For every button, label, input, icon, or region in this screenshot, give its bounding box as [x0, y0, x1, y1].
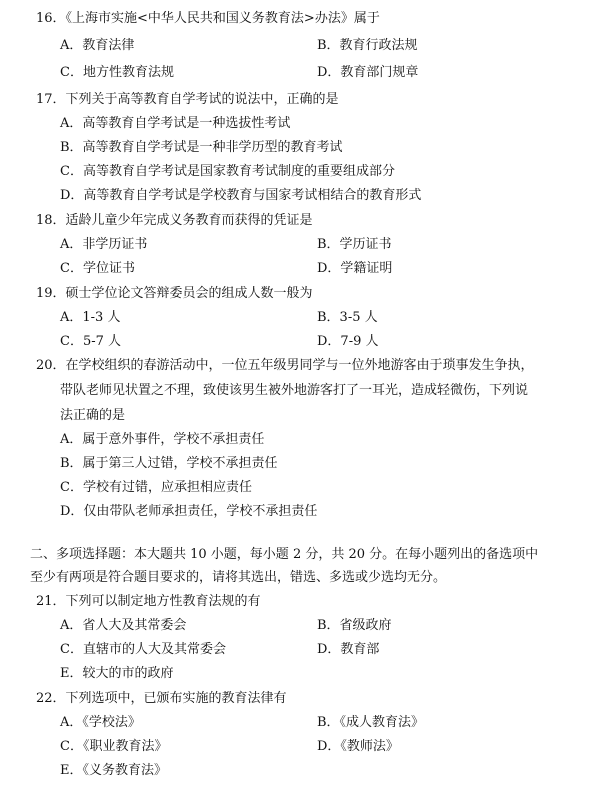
question-21-stem: 21．下列可以制定地方性教育法规的有: [36, 594, 261, 609]
question-19-option-c: C．5-7 人: [60, 334, 122, 349]
question-18-option-b: B．学历证书: [317, 237, 392, 252]
question-18-option-d: D．学籍证明: [317, 261, 393, 276]
question-19-option-b: B．3-5 人: [317, 310, 378, 325]
question-20-option-b: B．属于第三人过错，学校不承担责任: [60, 456, 278, 471]
question-17-option-b: B．高等教育自学考试是一种非学历型的教育考试: [60, 140, 343, 155]
question-21-option-c: C．直辖市的人大及其常委会: [60, 642, 226, 657]
question-22-option-d: D．《教师法》: [317, 739, 399, 754]
section-two-intro-line-2: 至少有两项是符合题目要求的，请将其选出，错选、多选或少选均无分。: [30, 570, 447, 585]
question-20-stem-line-2: 带队老师见状置之不理，致使该男生被外地游客打了一耳光，造成轻微伤，下列说: [60, 383, 529, 398]
question-16-option-a: A．教育法律: [60, 38, 135, 53]
question-21-option-d: D．教育部: [317, 642, 380, 657]
question-20-option-d: D．仅由带队老师承担责任，学校不承担责任: [60, 504, 318, 519]
question-20-option-c: C．学校有过错，应承担相应责任: [60, 480, 252, 495]
question-19-stem: 19．硕士学位论文答辩委员会的组成人数一般为: [36, 286, 313, 301]
question-17-stem: 17．下列关于高等教育自学考试的说法中，正确的是: [36, 92, 339, 107]
question-21-option-b: B．省级政府: [317, 618, 392, 633]
question-22-option-e: E．《义务教育法》: [60, 763, 167, 778]
question-17-option-a: A．高等教育自学考试是一种选拔性考试: [60, 116, 291, 131]
question-16-option-b: B．教育行政法规: [317, 38, 418, 53]
question-18-stem: 18．适龄儿童少年完成义务教育而获得的凭证是: [36, 213, 313, 228]
question-19-option-d: D．7-9 人: [317, 334, 379, 349]
question-21-option-e: E．较大的市的政府: [60, 666, 174, 681]
question-17-option-c: C．高等教育自学考试是国家教育考试制度的重要组成部分: [60, 164, 395, 179]
question-19-option-a: A．1-3 人: [60, 310, 121, 325]
question-21-option-a: A．省人大及其常委会: [60, 618, 187, 633]
question-16-option-d: D．教育部门规章: [317, 65, 419, 80]
question-20-stem-line-3: 法正确的是: [60, 408, 126, 423]
question-16-stem: 16．《上海市实施<中华人民共和国义务教育法>办法》属于: [36, 11, 380, 26]
question-18-option-a: A．非学历证书: [60, 237, 148, 252]
question-18-option-c: C．学位证书: [60, 261, 135, 276]
question-22-option-b: B．《成人教育法》: [317, 715, 425, 730]
question-22-option-c: C．《职业教育法》: [60, 739, 168, 754]
question-22-stem: 22．下列选项中，已颁布实施的教育法律有: [36, 691, 287, 706]
question-20-stem-line-1: 20．在学校组织的春游活动中，一位五年级男同学与一位外地游客由于琐事发生争执，: [36, 358, 534, 373]
section-two-intro-line-1: 二、多项选择题：本大题共 10 小题，每小题 2 分，共 20 分。在每小题列出的备选项中: [30, 547, 539, 562]
question-16-option-c: C．地方性教育法规: [60, 65, 174, 80]
question-17-option-d: D．高等教育自学考试是学校教育与国家考试相结合的教育形式: [60, 188, 422, 203]
question-20-option-a: A．属于意外事件，学校不承担责任: [60, 432, 265, 447]
question-22-option-a: A．《学校法》: [60, 715, 141, 730]
